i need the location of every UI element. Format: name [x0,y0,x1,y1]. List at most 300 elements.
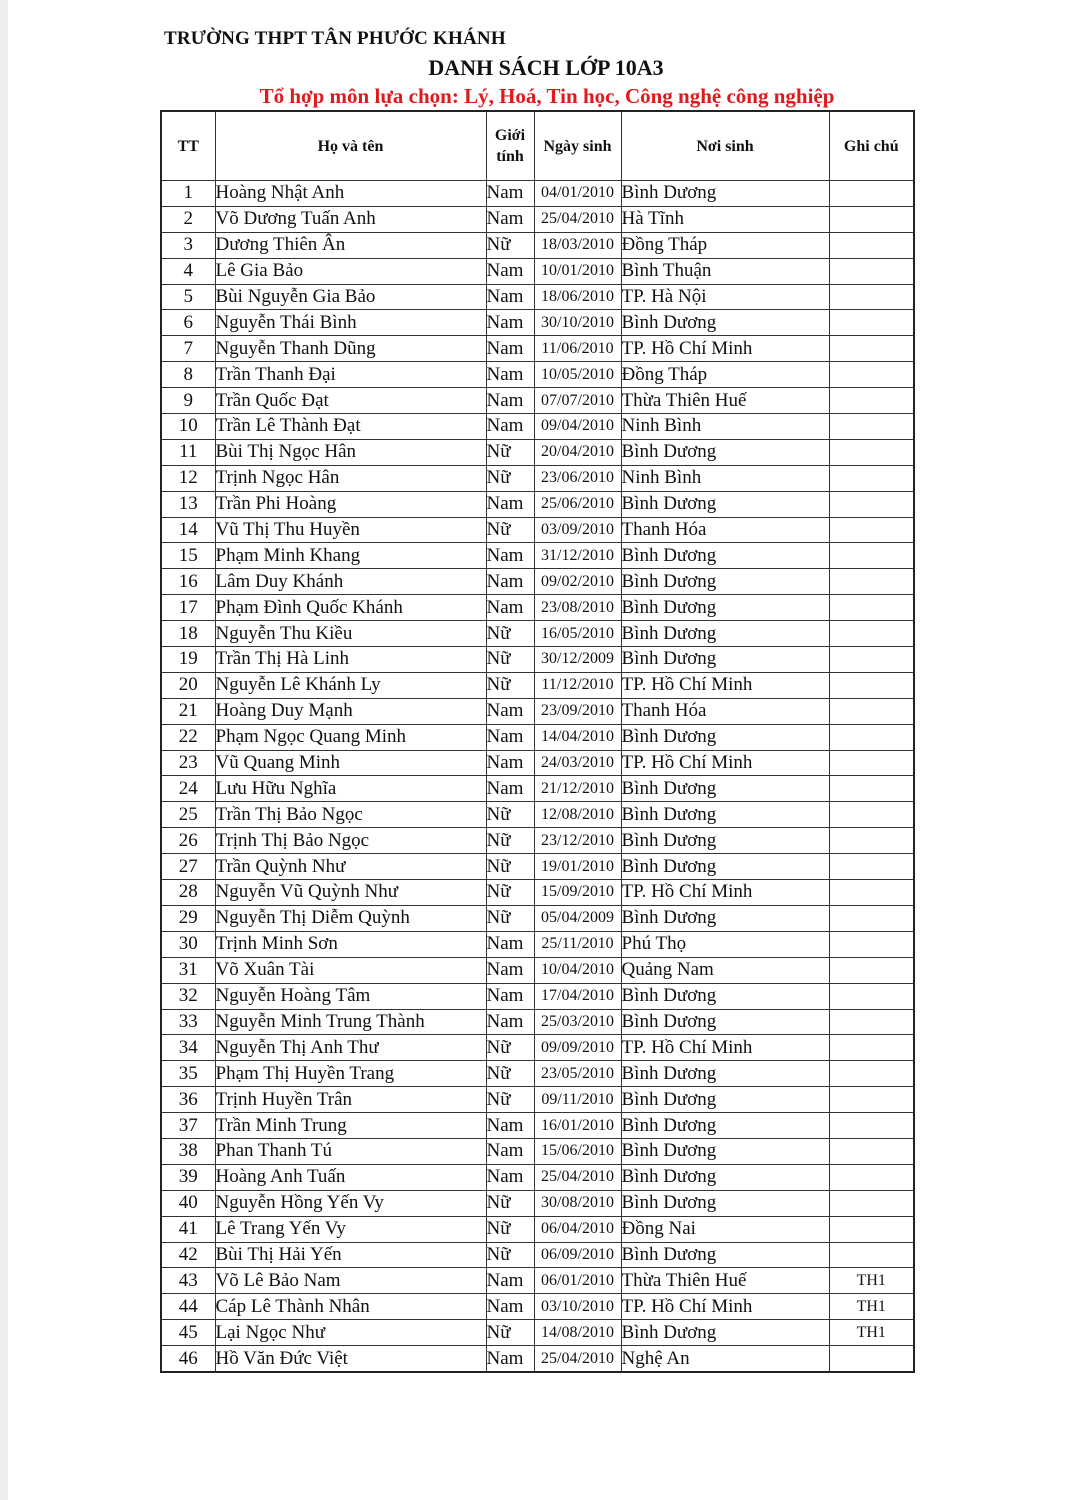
table-row [161,517,914,543]
student-sex: Nữ [486,854,534,880]
table-header-row [161,111,914,181]
table-row [161,362,914,388]
student-name: Trịnh Huyền Trân [215,1087,486,1113]
student-name: Nguyễn Thị Diễm Quỳnh [215,905,486,931]
table-row [161,206,914,232]
student-birthplace: Bình Dương [621,1138,829,1164]
subject-combination: Tổ hợp môn lựa chọn: Lý, Hoá, Tin học, Công nghệ công nghiệp [259,84,835,108]
student-dob: 06/04/2010 [534,1216,621,1242]
student-dob: 06/01/2010 [534,1268,621,1294]
student-note [829,206,914,232]
student-name: Bùi Thị Ngọc Hân [215,439,486,465]
student-note [829,310,914,336]
student-birthplace: Bình Dương [621,1164,829,1190]
row-number: 41 [161,1216,215,1242]
student-name: Lưu Hữu Nghĩa [215,776,486,802]
row-number: 34 [161,1035,215,1061]
student-note [829,232,914,258]
table-row [161,1113,914,1139]
table-row [161,854,914,880]
row-number: 43 [161,1268,215,1294]
student-name: Trần Phi Hoàng [215,491,486,517]
student-name: Trần Minh Trung [215,1113,486,1139]
row-number: 22 [161,724,215,750]
row-number: 31 [161,957,215,983]
student-birthplace: Bình Dương [621,1087,829,1113]
student-note [829,517,914,543]
student-dob: 18/06/2010 [534,284,621,310]
student-note [829,439,914,465]
table-row [161,647,914,673]
student-name: Phạm Đình Quốc Khánh [215,595,486,621]
student-name: Phạm Minh Khang [215,543,486,569]
class-roster-table [160,110,915,1373]
student-dob: 09/04/2010 [534,414,621,440]
column-header-tt: TT [161,111,215,181]
student-note [829,698,914,724]
row-number: 25 [161,802,215,828]
column-header-name: Họ và tên [215,111,486,181]
student-note [829,595,914,621]
table-row [161,905,914,931]
student-dob: 30/12/2009 [534,647,621,673]
student-note [829,569,914,595]
student-note [829,1242,914,1268]
row-number: 37 [161,1113,215,1139]
table-row [161,310,914,336]
student-birthplace: Bình Dương [621,724,829,750]
student-name: Lê Trang Yến Vy [215,1216,486,1242]
student-note [829,776,914,802]
student-name: Lại Ngọc Như [215,1320,486,1346]
student-note [829,284,914,310]
student-birthplace: Thừa Thiên Huế [621,1268,829,1294]
student-sex: Nữ [486,1242,534,1268]
student-birthplace: Đồng Tháp [621,232,829,258]
student-note [829,672,914,698]
student-dob: 30/08/2010 [534,1190,621,1216]
student-dob: 20/04/2010 [534,439,621,465]
student-sex: Nữ [486,1061,534,1087]
student-sex: Nam [486,181,534,207]
student-dob: 03/09/2010 [534,517,621,543]
student-note [829,647,914,673]
table-row [161,491,914,517]
row-number: 18 [161,621,215,647]
student-name: Hoàng Duy Mạnh [215,698,486,724]
student-sex: Nam [486,388,534,414]
school-name: TRƯỜNG THPT TÂN PHƯỚC KHÁNH [164,28,506,49]
table-row [161,776,914,802]
student-dob: 23/06/2010 [534,465,621,491]
row-number: 40 [161,1190,215,1216]
student-birthplace: TP. Hồ Chí Minh [621,336,829,362]
student-sex: Nữ [486,1190,534,1216]
table-row [161,1346,914,1372]
student-note [829,1009,914,1035]
student-note [829,362,914,388]
student-sex: Nam [486,1113,534,1139]
student-name: Nguyễn Hồng Yến Vy [215,1190,486,1216]
student-note [829,1035,914,1061]
student-name: Trần Thị Hà Linh [215,647,486,673]
student-name: Vũ Quang Minh [215,750,486,776]
student-note [829,336,914,362]
student-sex: Nam [486,362,534,388]
table-row [161,258,914,284]
student-dob: 04/01/2010 [534,181,621,207]
student-dob: 09/11/2010 [534,1087,621,1113]
student-birthplace: Ninh Bình [621,414,829,440]
row-number: 10 [161,414,215,440]
student-note [829,543,914,569]
student-dob: 07/07/2010 [534,388,621,414]
table-row [161,1061,914,1087]
student-name: Hoàng Anh Tuấn [215,1164,486,1190]
student-name: Võ Xuân Tài [215,957,486,983]
table-row [161,983,914,1009]
column-header-sex [486,111,534,181]
row-number: 6 [161,310,215,336]
student-sex: Nữ [486,1087,534,1113]
student-dob: 31/12/2010 [534,543,621,569]
student-birthplace: Hà Tĩnh [621,206,829,232]
student-dob: 25/06/2010 [534,491,621,517]
student-sex: Nam [486,698,534,724]
row-number: 17 [161,595,215,621]
row-number: 46 [161,1346,215,1372]
table-row [161,750,914,776]
row-number: 42 [161,1242,215,1268]
student-note: TH1 [829,1320,914,1346]
student-sex: Nam [486,206,534,232]
student-dob: 09/09/2010 [534,1035,621,1061]
student-dob: 25/04/2010 [534,1164,621,1190]
student-dob: 17/04/2010 [534,983,621,1009]
student-name: Võ Lê Bảo Nam [215,1268,486,1294]
student-birthplace: Bình Dương [621,1190,829,1216]
student-dob: 30/10/2010 [534,310,621,336]
student-note [829,1346,914,1372]
row-number: 35 [161,1061,215,1087]
row-number: 9 [161,388,215,414]
student-sex: Nữ [486,621,534,647]
student-dob: 25/03/2010 [534,1009,621,1035]
student-sex: Nam [486,776,534,802]
student-birthplace: TP. Hồ Chí Minh [621,672,829,698]
student-name: Dương Thiên Ân [215,232,486,258]
student-dob: 16/05/2010 [534,621,621,647]
row-number: 29 [161,905,215,931]
table-row [161,284,914,310]
table-row [161,931,914,957]
student-dob: 18/03/2010 [534,232,621,258]
student-birthplace: TP. Hồ Chí Minh [621,1294,829,1320]
student-birthplace: Đồng Tháp [621,362,829,388]
student-name: Lâm Duy Khánh [215,569,486,595]
table-row [161,232,914,258]
student-birthplace: Bình Dương [621,439,829,465]
student-sex: Nữ [486,439,534,465]
row-number: 14 [161,517,215,543]
student-birthplace: Bình Dương [621,1009,829,1035]
table-row [161,414,914,440]
student-name: Trịnh Minh Sơn [215,931,486,957]
table-row [161,543,914,569]
student-sex: Nữ [486,880,534,906]
table-row [161,1294,914,1320]
student-dob: 15/09/2010 [534,880,621,906]
student-name: Nguyễn Thu Kiều [215,621,486,647]
student-note [829,1087,914,1113]
table-row [161,181,914,207]
student-dob: 06/09/2010 [534,1242,621,1268]
row-number: 1 [161,181,215,207]
student-name: Nguyễn Thái Bình [215,310,486,336]
student-note [829,491,914,517]
row-number: 33 [161,1009,215,1035]
student-note [829,414,914,440]
student-note [829,465,914,491]
student-birthplace: Thừa Thiên Huế [621,388,829,414]
student-name: Trần Quốc Đạt [215,388,486,414]
student-note [829,983,914,1009]
student-sex: Nam [486,543,534,569]
student-sex: Nam [486,1346,534,1372]
student-birthplace: TP. Hồ Chí Minh [621,1035,829,1061]
student-dob: 10/05/2010 [534,362,621,388]
row-number: 12 [161,465,215,491]
student-sex: Nữ [486,465,534,491]
student-note [829,828,914,854]
student-dob: 03/10/2010 [534,1294,621,1320]
student-name: Lê Gia Bảo [215,258,486,284]
student-dob: 14/04/2010 [534,724,621,750]
student-sex: Nam [486,491,534,517]
student-name: Nguyễn Vũ Quỳnh Như [215,880,486,906]
student-dob: 12/08/2010 [534,802,621,828]
row-number: 38 [161,1138,215,1164]
row-number: 28 [161,880,215,906]
table-row [161,724,914,750]
student-note [829,802,914,828]
student-sex: Nữ [486,647,534,673]
student-sex: Nữ [486,672,534,698]
student-birthplace: Phú Thọ [621,931,829,957]
table-row [161,880,914,906]
table-row [161,1164,914,1190]
student-sex: Nam [486,1164,534,1190]
row-number: 5 [161,284,215,310]
student-sex: Nam [486,284,534,310]
student-sex: Nữ [486,1035,534,1061]
row-number: 15 [161,543,215,569]
table-row [161,621,914,647]
student-name: Phạm Thị Huyền Trang [215,1061,486,1087]
table-row [161,1216,914,1242]
student-note [829,957,914,983]
student-birthplace: Bình Dương [621,1113,829,1139]
row-number: 20 [161,672,215,698]
student-dob: 25/04/2010 [534,206,621,232]
column-header-place: Nơi sinh [621,111,829,181]
student-note: TH1 [829,1268,914,1294]
row-number: 26 [161,828,215,854]
student-dob: 23/08/2010 [534,595,621,621]
student-name: Phạm Ngọc Quang Minh [215,724,486,750]
student-birthplace: Quảng Nam [621,957,829,983]
student-dob: 10/04/2010 [534,957,621,983]
table-row [161,1242,914,1268]
table-row [161,1087,914,1113]
student-birthplace: TP. Hồ Chí Minh [621,880,829,906]
student-dob: 14/08/2010 [534,1320,621,1346]
student-name: Nguyễn Minh Trung Thành [215,1009,486,1035]
row-number: 36 [161,1087,215,1113]
student-sex: Nam [486,1009,534,1035]
student-sex: Nam [486,336,534,362]
student-name: Bùi Thị Hải Yến [215,1242,486,1268]
student-dob: 05/04/2009 [534,905,621,931]
table-row [161,828,914,854]
student-birthplace: Bình Dương [621,310,829,336]
student-birthplace: Thanh Hóa [621,698,829,724]
student-sex: Nam [486,957,534,983]
table-row [161,957,914,983]
row-number: 19 [161,647,215,673]
row-number: 7 [161,336,215,362]
student-note [829,931,914,957]
student-birthplace: Bình Thuận [621,258,829,284]
student-name: Trần Thị Bảo Ngọc [215,802,486,828]
student-name: Hoàng Nhật Anh [215,181,486,207]
student-dob: 11/12/2010 [534,672,621,698]
row-number: 24 [161,776,215,802]
student-dob: 19/01/2010 [534,854,621,880]
student-sex: Nữ [486,1320,534,1346]
student-dob: 15/06/2010 [534,1138,621,1164]
table-row [161,336,914,362]
student-note [829,1138,914,1164]
student-birthplace: Bình Dương [621,905,829,931]
student-name: Nguyễn Thanh Dũng [215,336,486,362]
row-number: 27 [161,854,215,880]
student-sex: Nam [486,595,534,621]
student-birthplace: Thanh Hóa [621,517,829,543]
student-note [829,181,914,207]
student-name: Bùi Nguyễn Gia Bảo [215,284,486,310]
student-sex: Nữ [486,802,534,828]
student-sex: Nam [486,1294,534,1320]
student-birthplace: Bình Dương [621,1242,829,1268]
row-number: 8 [161,362,215,388]
student-sex: Nữ [486,1216,534,1242]
student-name: Hồ Văn Đức Việt [215,1346,486,1372]
student-sex: Nữ [486,232,534,258]
student-dob: 09/02/2010 [534,569,621,595]
row-number: 2 [161,206,215,232]
student-name: Phan Thanh Tú [215,1138,486,1164]
row-number: 45 [161,1320,215,1346]
student-note [829,854,914,880]
column-header-note: Ghi chú [829,111,914,181]
student-sex: Nữ [486,828,534,854]
table-row [161,1190,914,1216]
student-birthplace: Đồng Nai [621,1216,829,1242]
student-sex: Nam [486,983,534,1009]
student-sex: Nam [486,414,534,440]
student-dob: 23/12/2010 [534,828,621,854]
student-note [829,1164,914,1190]
row-number: 39 [161,1164,215,1190]
student-sex: Nam [486,258,534,284]
student-name: Cáp Lê Thành Nhân [215,1294,486,1320]
row-number: 32 [161,983,215,1009]
column-header-sex-text: Giới tính [494,127,526,165]
page-title: DANH SÁCH LỚP 10A3 [428,55,664,80]
student-name: Trần Lê Thành Đạt [215,414,486,440]
student-dob: 16/01/2010 [534,1113,621,1139]
student-birthplace: Bình Dương [621,828,829,854]
student-birthplace: Bình Dương [621,621,829,647]
student-dob: 11/06/2010 [534,336,621,362]
student-dob: 10/01/2010 [534,258,621,284]
student-birthplace: Bình Dương [621,181,829,207]
student-sex: Nam [486,931,534,957]
student-dob: 25/11/2010 [534,931,621,957]
student-note [829,1061,914,1087]
student-sex: Nam [486,1138,534,1164]
student-birthplace: Bình Dương [621,569,829,595]
student-sex: Nam [486,1268,534,1294]
student-sex: Nam [486,310,534,336]
student-dob: 21/12/2010 [534,776,621,802]
student-name: Trịnh Thị Bảo Ngọc [215,828,486,854]
table-row [161,698,914,724]
table-row [161,1268,914,1294]
student-sex: Nam [486,569,534,595]
student-sex: Nam [486,750,534,776]
student-dob: 25/04/2010 [534,1346,621,1372]
row-number: 21 [161,698,215,724]
student-birthplace: Bình Dương [621,802,829,828]
student-birthplace: Bình Dương [621,1320,829,1346]
student-name: Trịnh Ngọc Hân [215,465,486,491]
student-note [829,1190,914,1216]
student-name: Trần Thanh Đại [215,362,486,388]
student-birthplace: Bình Dương [621,983,829,1009]
student-birthplace: TP. Hồ Chí Minh [621,750,829,776]
row-number: 44 [161,1294,215,1320]
student-name: Nguyễn Thị Anh Thư [215,1035,486,1061]
table-row [161,1320,914,1346]
student-note [829,880,914,906]
student-dob: 24/03/2010 [534,750,621,776]
student-name: Võ Dương Tuấn Anh [215,206,486,232]
table-row [161,388,914,414]
student-birthplace: Ninh Bình [621,465,829,491]
row-number: 13 [161,491,215,517]
table-row [161,1009,914,1035]
student-birthplace: Nghệ An [621,1346,829,1372]
student-birthplace: Bình Dương [621,595,829,621]
student-sex: Nữ [486,905,534,931]
table-row [161,569,914,595]
student-birthplace: Bình Dương [621,543,829,569]
student-birthplace: Bình Dương [621,776,829,802]
student-name: Trần Quỳnh Như [215,854,486,880]
student-birthplace: TP. Hà Nội [621,284,829,310]
